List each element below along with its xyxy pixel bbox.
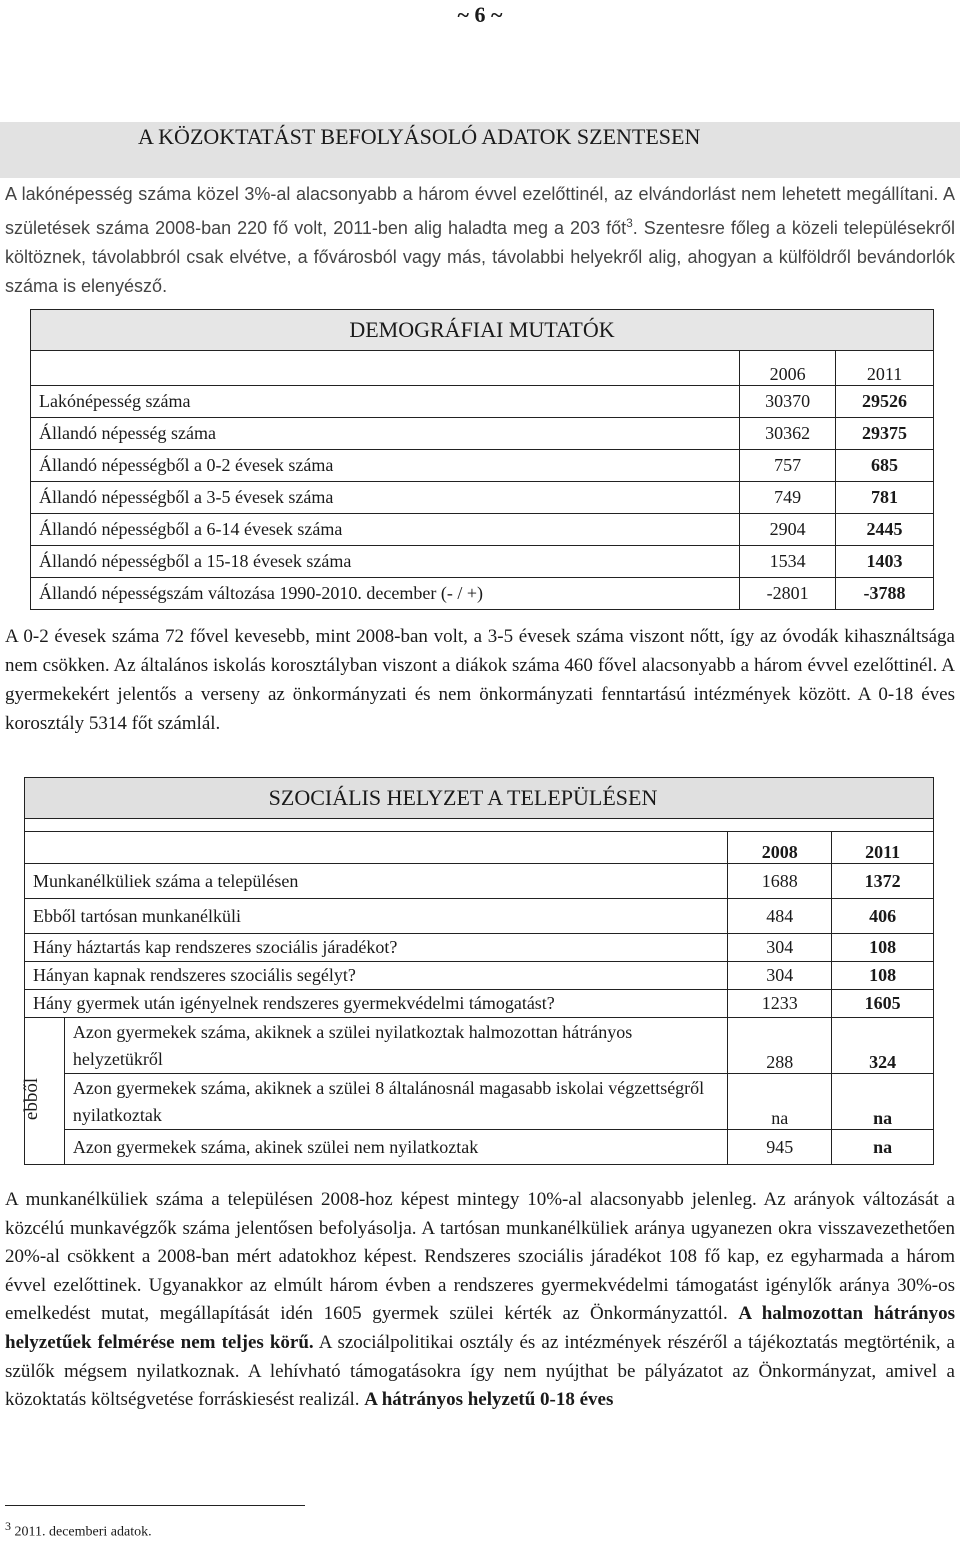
table-row: ebből Azon gyermekek száma, akiknek a szülei nyilatkoztak halmozottan hátrányos helyzetükről 288 324 [25,1018,934,1074]
table-row: Hányan kapnak rendszeres szociális segélyt? 304 108 [25,962,934,990]
table-row: Állandó népességből a 6-14 évesek száma 2904 2445 [31,514,934,546]
social-table [21,777,934,1165]
table-row: Hány gyermek után igényelnek rendszeres gyermekvédelmi támogatást? 1233 1605 [25,990,934,1018]
bold-statement: A halmozottan hátrányos helyzetűek felmérése nem teljes körű. [5,1303,955,1353]
table-row: Munkanélküliek száma a településen 1688 1372 [25,864,934,899]
body-paragraph-2: A 0-2 évesek száma 72 fővel kevesebb, mint 2008-ban volt, a 3-5 évesek száma viszont nőtt, így az óvodák kihasználtsága nem csökken. Az általános iskolás korosztályban viszont a diákok száma 460 fővel alacsonyabb a három évvel ezelőttinél. A gyermekekért jelentős a verseny az önkormányzati és nem önkormányzati fenntartású intézmények között. A 0-18 éves korosztály 5314 főt számlál. [5,626,955,734]
col-header-2011: 2011 [832,832,934,864]
social-table-title: SZOCIÁLIS HELYZET A TELEPÜLÉSEN [25,778,934,819]
demographic-table [30,309,934,610]
table-row: Hány háztartás kap rendszeres szociális járadékot? 304 108 [25,934,934,962]
table-row: Azon gyermekek száma, akinek szülei nem nyilatkoztak 945 na [25,1130,934,1165]
section-heading: A KÖZOKTATÁST BEFOLYÁSOLÓ ADATOK SZENTESEN [138,124,701,149]
col-header-2006: 2006 [740,351,836,386]
table-row: Állandó népességből a 3-5 évesek száma 749 781 [31,482,934,514]
table-row: Azon gyermekek száma, akiknek a szülei 8 általánosnál magasabb iskolai végzettségről nyilatkoztak na na [25,1074,934,1130]
table-row: Ebből tartósan munkanélküli 484 406 [25,899,934,934]
ebbol-label-cell: ebből [25,1018,65,1165]
intro-paragraph: A lakónépesség száma közel 3%-al alacsonyabb a három évvel ezelőttinél, az elvándorlást nem lehetett megállítani. A születések száma 2008-ban 220 fő volt, 2011-ben alig haladta meg a 203 főt$^3$. Szentesre főleg a közeli településekről költöznek, távolabbról csak elvétve, a fővárosból vagy más, távolabbi helyekről alig, ahogyan a külföldről bevándorlók száma is elenyésző. [5,184,955,296]
section-heading-band [0,122,960,178]
footnote: $^3$ 2011. decemberi adatok. [5,1519,152,1540]
table-row: Állandó népességszám változása 1990-2010. december (- / +) -2801 -3788 [31,578,934,610]
table-row: Állandó népességből a 15-18 évesek száma 1534 1403 [31,546,934,578]
col-header-2008: 2008 [728,832,832,864]
table-row: Állandó népesség száma 30362 29375 [31,418,934,450]
col-header-2011: 2011 [836,351,934,386]
body-paragraph-3: A munkanélküliek száma a településen 2008-hoz képest mintegy 10%-al alacsonyabb jelenleg. Az arányok változását a közcélú munkavégzők száma jelentősen befolyásolja. A tartósan munkanélküliek aránya ugyanezen okra visszavezethetően 20%-al csökkent a 2008-ban mért adatokhoz képest. Rendszeres szociális járadékot 108 fő kap, ez egyharmada a három évvel ezelőttinek. Ugyanakkor az elmúlt három évben a rendszeres gyermekvédelmi támogatást igénylők aránya 30%-os emelkedést mutat, megállapítását idén 1605 gyermek szülei kérték az Önkormányzattól. A halmozottan hátrányos helyzetűek felmérése nem teljes körű. A szociálpolitikai osztály és az intézmények részéről a tájékoztatás megtörténik, a szülők mégsem nyilatkoznak. A lehívható támogatásokra így nem nyújthat be pályázatot az Önkormányzat, amivel a közoktatás költségvetése forráskiesést realizál. A hátrányos helyzetű 0-18 éves [5,1189,955,1411]
demographic-table-title: DEMOGRÁFIAI MUTATÓK [31,310,934,351]
footnote-divider [5,1505,305,1506]
bold-statement-cont: A hátrányos helyzetű 0-18 éves [364,1389,614,1411]
table-row: Lakónépesség száma 30370 29526 [31,386,934,418]
table-row: Állandó népességből a 0-2 évesek száma 757 685 [31,450,934,482]
page-number: ~ 6 ~ [457,2,503,27]
footnote-ref: 3 [626,216,633,230]
